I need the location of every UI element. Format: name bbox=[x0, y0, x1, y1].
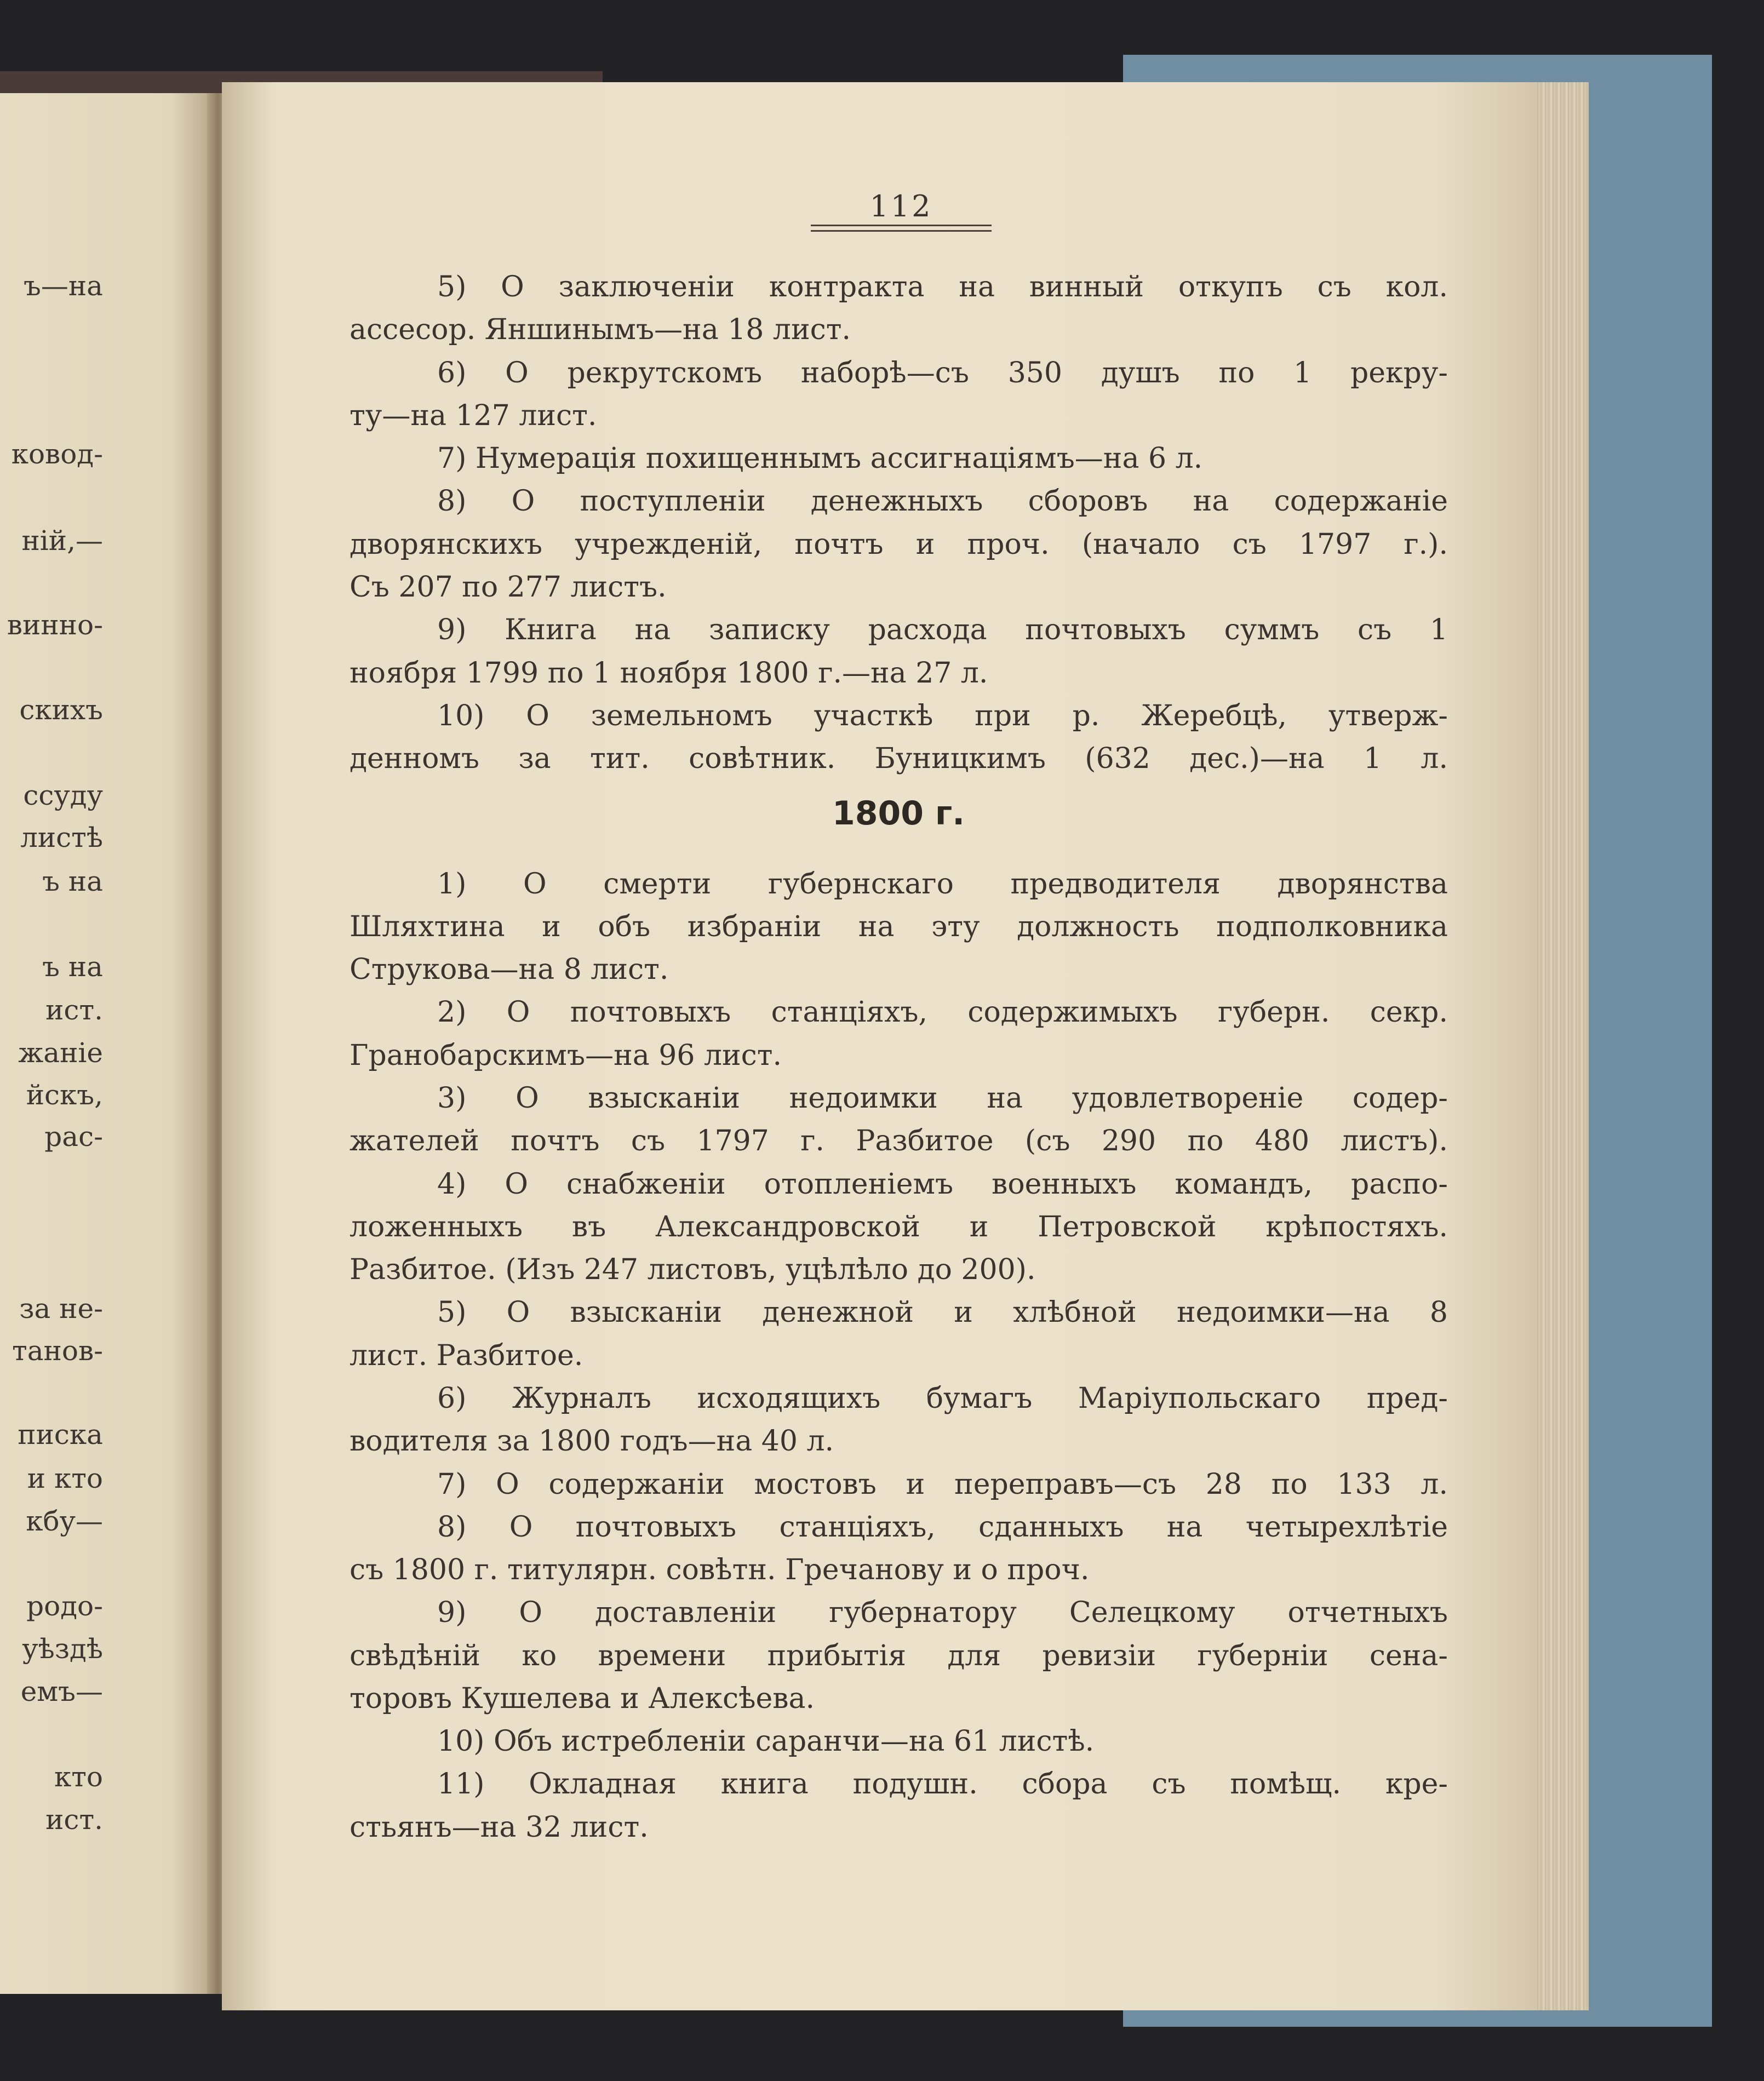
text-line: 9) О доставленіи губернатору Селецкому отчетныхъ bbox=[437, 1596, 1448, 1629]
text-line: ноября 1799 по 1 ноября 1800 г.—на 27 л. bbox=[350, 657, 988, 690]
text-line: 11) Окладная книга подушн. сбора съ помѣщ. кре- bbox=[437, 1768, 1448, 1801]
left-page-fragment: ъ на bbox=[42, 951, 103, 983]
left-page-fragment: за не- bbox=[19, 1293, 103, 1325]
text-line: 10) О земельномъ участкѣ при р. Жеребцѣ, утверж- bbox=[437, 700, 1448, 732]
text-line: Гранобарскимъ—на 96 лист. bbox=[350, 1039, 782, 1072]
left-page-fragment: жаніе bbox=[18, 1037, 103, 1069]
text-line: 7) О содержаніи мостовъ и переправъ—съ 28 по 133 л. bbox=[437, 1468, 1448, 1501]
left-page-fragment: и кто bbox=[27, 1463, 103, 1494]
text-line: ассесор. Яншинымъ—на 18 лист. bbox=[350, 313, 851, 346]
text-line: свѣдѣній ко времени прибытія для ревизіи губерніи сена- bbox=[350, 1639, 1448, 1672]
text-line: денномъ за тит. совѣтник. Буницкимъ (632 дес.)—на 1 л. bbox=[350, 742, 1448, 775]
left-page-fragment: ист. bbox=[45, 994, 103, 1026]
text-line: 5) О взысканіи денежной и хлѣбной недоимки—на 8 bbox=[437, 1296, 1448, 1329]
page-number: 112 bbox=[869, 189, 933, 223]
text-line: 4) О снабженіи отопленіемъ военныхъ командъ, распо- bbox=[437, 1168, 1448, 1201]
text-line: ту—на 127 лист. bbox=[350, 399, 597, 432]
text-line: 5) О заключеніи контракта на винный откупъ съ кол. bbox=[437, 271, 1448, 303]
left-page-fragment: рас- bbox=[44, 1121, 103, 1153]
left-page-fragment: йскъ, bbox=[26, 1079, 103, 1111]
left-page bbox=[0, 93, 213, 1994]
text-line: 7) Нумерація похищеннымъ ассигнаціямъ—на 6 л. bbox=[437, 442, 1203, 475]
text-line: стьянъ—на 32 лист. bbox=[350, 1811, 649, 1844]
left-page-fragment: скихъ bbox=[19, 694, 103, 726]
text-line: Струкова—на 8 лист. bbox=[350, 953, 669, 986]
left-page-fragment: ковод- bbox=[11, 438, 103, 470]
text-line: 6) Журналъ исходящихъ бумагъ Маріупольскаго пред- bbox=[437, 1382, 1448, 1415]
text-line: съ 1800 г. титулярн. совѣтн. Гречанову и о проч. bbox=[350, 1553, 1090, 1586]
left-page-fragment: емъ— bbox=[20, 1676, 103, 1707]
text-line: 1) О смерти губернскаго предводителя дворянства bbox=[437, 868, 1448, 901]
left-page-fragment: родо- bbox=[26, 1590, 103, 1622]
text-line: 9) Книга на записку расхода почтовыхъ суммъ съ 1 bbox=[437, 614, 1448, 646]
left-page-fragment: уѣздѣ bbox=[22, 1633, 103, 1665]
text-line: 6) О рекрутскомъ наборѣ—съ 350 душъ по 1 рекру- bbox=[437, 357, 1448, 389]
text-line: 8) О почтовыхъ станціяхъ, сданныхъ на четырехлѣтіе bbox=[437, 1511, 1448, 1544]
text-line: 3) О взысканіи недоимки на удовлетвореніе содер- bbox=[437, 1082, 1448, 1115]
left-page-fragment: ъ на bbox=[42, 865, 103, 897]
left-page-fragment: кто bbox=[54, 1761, 103, 1793]
left-page-fragment: ссуду bbox=[23, 779, 103, 811]
text-line: Разбитое. (Изъ 247 листовъ, уцѣлѣло до 200). bbox=[350, 1253, 1036, 1286]
left-page-fragment: винно- bbox=[7, 609, 103, 641]
text-line: 10) Объ истребленіи саранчи—на 61 листѣ. bbox=[437, 1725, 1095, 1758]
header-rule bbox=[811, 225, 992, 226]
left-page-fragment: кбу— bbox=[26, 1505, 103, 1537]
left-page-fragment: листѣ bbox=[20, 822, 103, 853]
left-page-fragment: танов- bbox=[12, 1335, 103, 1367]
left-page-fragment: ъ—на bbox=[24, 270, 103, 302]
header-rule bbox=[811, 230, 992, 232]
text-line: 2) О почтовыхъ станціяхъ, содержимыхъ губерн. секр. bbox=[437, 996, 1448, 1029]
text-line: Шляхтина и объ избраніи на эту должность подполковника bbox=[350, 910, 1448, 943]
text-line: лист. Разбитое. bbox=[350, 1339, 583, 1372]
text-line: торовъ Кушелева и Алексѣева. bbox=[350, 1682, 815, 1715]
left-page-fragment: ній,— bbox=[21, 525, 103, 557]
text-line: ложенныхъ въ Александровской и Петровской крѣпостяхъ. bbox=[350, 1211, 1448, 1243]
text-line: водителя за 1800 годъ—на 40 л. bbox=[350, 1425, 834, 1458]
text-line: Съ 207 по 277 листъ. bbox=[350, 571, 667, 604]
section-heading: 1800 г. bbox=[832, 794, 965, 833]
text-line: дворянскихъ учрежденій, почтъ и проч. (начало съ 1797 г.). bbox=[350, 528, 1448, 561]
left-page-fragment: ист. bbox=[45, 1804, 103, 1836]
text-line: жателей почтъ съ 1797 г. Разбитое (съ 290 по 480 листъ). bbox=[350, 1125, 1448, 1157]
left-page-fragment: писка bbox=[18, 1419, 103, 1451]
text-line: 8) О поступленіи денежныхъ сборовъ на содержаніе bbox=[437, 485, 1448, 518]
